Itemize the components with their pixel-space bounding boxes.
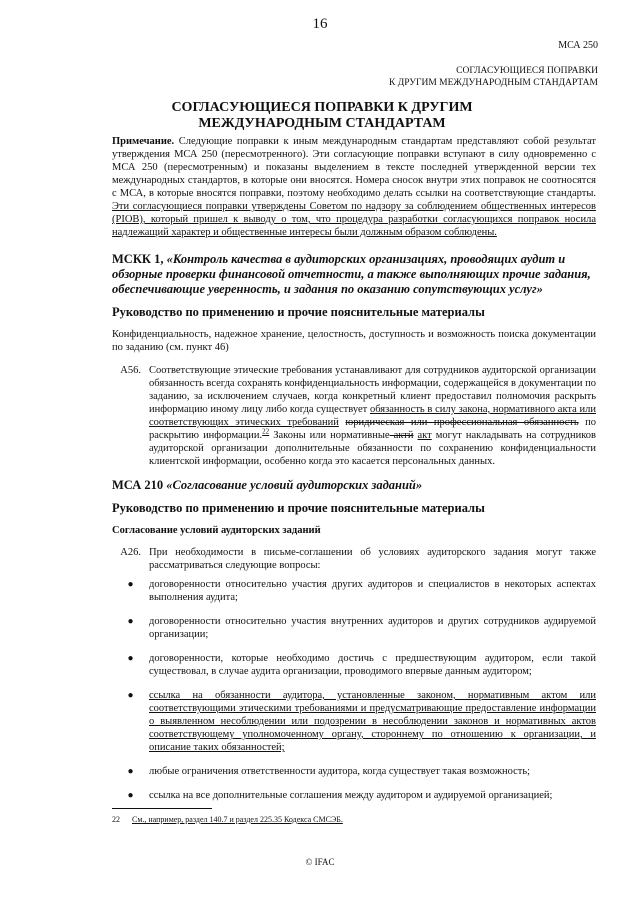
bullet-icon: ● [127,790,134,801]
note-underlined-text: Эти согласующиеся поправки утверждены Советом по надзору за соблюдением общественных интересов (PIOB), который пришел к выводу о том, что процедура разработки согласующихся поправок носила надлежащий характер и общественные интересы были должным образом соблюдены. [112,201,596,238]
page-number: 16 [312,16,328,32]
running-header-line2: К ДРУГИМ МЕЖДУНАРОДНЫМ СТАНДАРТАМ [389,78,598,88]
deleted-text: юридическая или профессиональная обязанность [345,417,579,428]
list-item [112,578,596,604]
deleted-text: актй [389,430,414,441]
section-heading-iscq1 [112,252,596,297]
footnote [112,815,596,825]
list-item [112,765,596,778]
document-title: СОГЛАСУЮЩИЕСЯ ПОПРАВКИ К ДРУГИМ МЕЖДУНАРОДНЫМ СТАНДАРТАМ [171,100,473,131]
note-label: Примечание. [112,136,175,147]
paragraph-number: А56. [120,365,141,376]
note-paragraph [112,135,596,239]
text-run: могут накладывать на сотрудников аудиторской организации дополнительные обязанности по сохранению конфиденциальности клиентской информации, особенно когда это касается персональных данных. [149,430,596,467]
note-text: Следующие поправки к иным международным стандартам представляют собой результат утверждения МСА 250 (пересмотренного). Эти согласующие поправки вступают в силу одновременно с МСА 250 (пересмотренным) и показаны выделением в тексте последней утвержденной версии тех международных стандартов, в которые они вносятся. Номера сносок внутри этих поправок не соотносятся с МСА, в которые вносятся поправки, поэтому необходимо делать ссылки на соответствующие стандарты. [112,136,596,199]
paragraph-text [149,364,596,468]
text-run: по раскрытию информации. [149,417,597,441]
running-header [389,65,598,89]
text-run: Законы или нормативные [269,430,390,441]
text-run: Соответствующие этические требования устанавливают для сотрудников аудиторской организации обязанность всегда сохранять конфиденциальность информации, содержащейся в документации по заданию, за исключением случаев, когда конкретный клиент предоставил полномочия раскрыть информацию иному лицу либо когда существует [149,365,596,415]
footnote-divider [112,808,212,809]
subheading-confidentiality: Конфиденциальность, надежное хранение, целостность, доступность и возможность поиска документации по заданию (см. пункт 46) [112,329,596,353]
subheading-engagement-terms: Согласование условий аудиторских заданий [112,525,321,536]
section-title: «Согласование условий аудиторских заданий» [166,478,423,492]
paragraph-a26 [112,546,596,572]
list-item-text-inserted: ссылка на обязанности аудитора, установленные законом, нормативным актом или соответствующими этическими требованиями и предусматривающие предоставление информации о выявленном несоблюдении или подозрении в несоблюдении законов и нормативных актов соответствующему уполномоченному органу, стороннему по отношению к организации, и описание таких обязанностей; [149,690,596,753]
paragraph-lead: При необходимости в письме-соглашении об условиях аудиторского задания могут также рассматриваться следующие вопросы: [149,547,596,571]
running-header-line1: СОГЛАСУЮЩИЕСЯ ПОПРАВКИ [456,66,598,76]
list-item-text: договоренности, которые необходимо достичь с предшествующим аудитором, если такой существовал, в случае аудита организации, проводимого впервые данным аудитором; [149,653,596,677]
bullet-list [112,578,596,802]
copyright-footer: © IFAC [305,857,335,867]
list-item [112,615,596,641]
footnote-text: См., например, раздел 140.7 и раздел 225.35 Кодекса СМСЭБ. [132,815,343,824]
list-item [112,652,596,678]
list-item-text: ссылка на все дополнительные соглашения между аудитором и аудируемой организацией; [149,790,553,801]
footnote-number: 22 [112,815,120,824]
list-item [112,789,596,802]
guidance-heading: Руководство по применению и прочие пояснительные материалы [112,501,485,515]
bullet-icon: ● [127,690,134,701]
bullet-icon: ● [127,653,134,664]
section-code: МСКК 1, [112,252,164,266]
inserted-text: акт [417,430,432,441]
section-code: МСА 210 [112,478,164,492]
guidance-heading: Руководство по применению и прочие пояснительные материалы [112,305,485,319]
bullet-icon: ● [127,579,134,590]
inserted-text: обязанность в силу закона, нормативного акта или соответствующих этических требований [149,404,596,428]
section-heading-isa210 [112,478,596,493]
list-item-text: любые ограничения ответственности аудитора, когда существует такая возможность; [149,766,531,777]
footnote-ref-number: 22 [262,427,270,436]
bullet-icon: ● [127,766,134,777]
paragraph-number: А26. [120,547,141,558]
list-item-text: договоренности относительно участия других аудиторов и специалистов в некоторых аспектах выполнения аудита; [149,579,596,603]
section-title: «Контроль качества в аудиторских организациях, проводящих аудит и обзорные проверки финансовой отчетности, а также выполняющих прочие задания, обеспечивающие уверенность, и задания по оказанию сопутствующих услуг» [112,252,591,296]
document-body [112,135,596,813]
bullet-icon: ● [127,616,134,627]
list-item [112,689,596,754]
paragraph-a56 [112,364,596,468]
standard-code: МСА 250 [558,40,598,51]
list-item-text: договоренности относительно участия внутренних аудиторов и других сотрудников аудируемой организации; [149,616,596,640]
